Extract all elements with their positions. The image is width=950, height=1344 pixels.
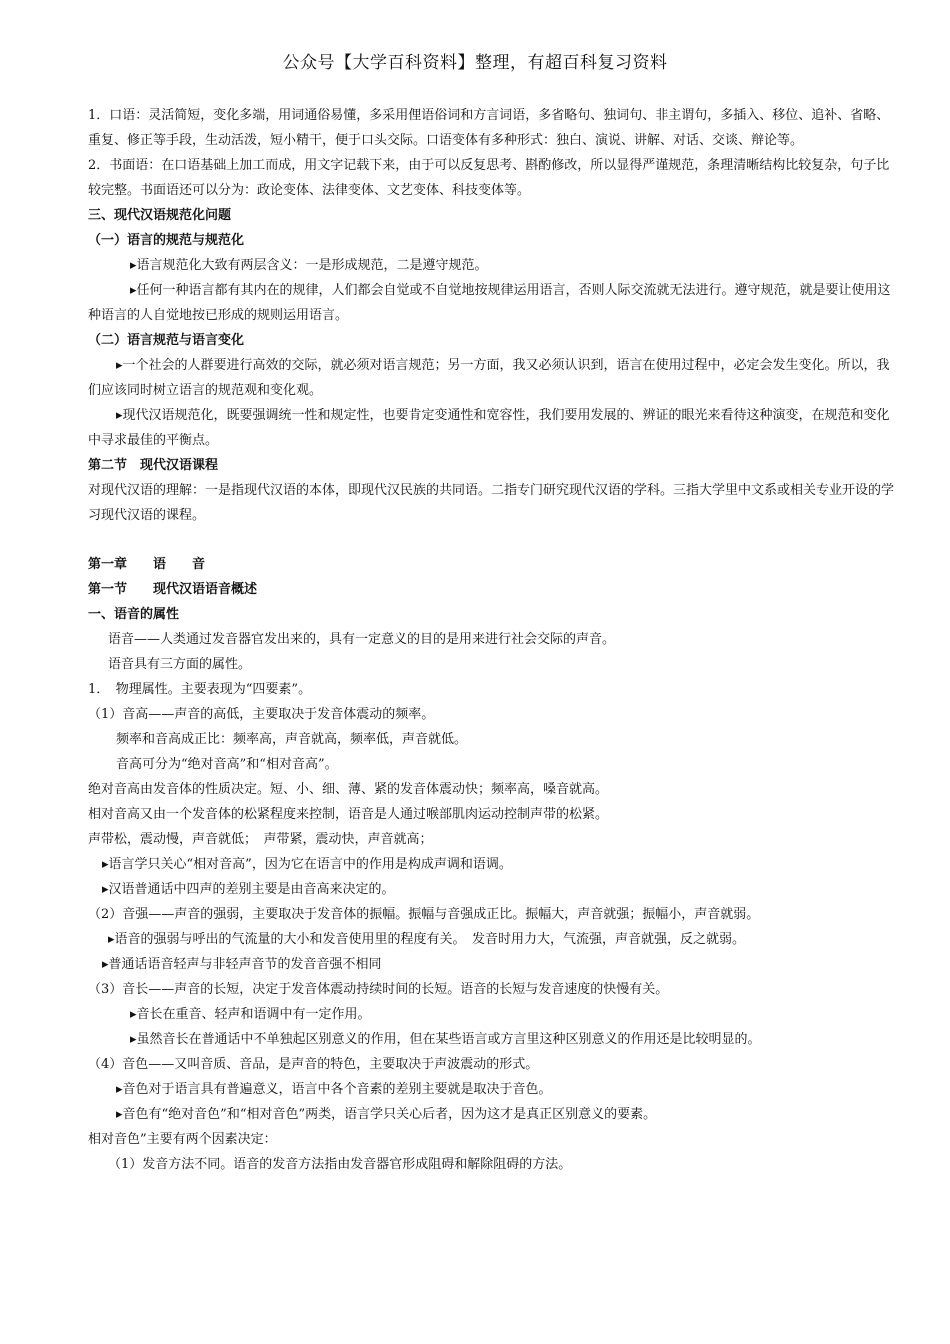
section-heading: 一、语音的属性 [88,607,180,622]
definition-line: 语音——人类通过发音器官发出来的，具有一定意义的目的是用来进行社会交际的声音。 [108,632,616,647]
text-line: 绝对音高由发音体的性质决定。短、小、细、薄、紧的发音体震动快；频率高，嗓音就高。 [88,782,609,797]
subsection-heading: （一）语言的规范与规范化 [88,233,245,248]
bullet-item: ▸音色对于语言具有普遍意义，语言中各个音素的差别主要就是取决于音色。 [116,1082,552,1097]
section-heading: 第一节 现代汉语语音概述 [88,582,258,597]
text-line: 语音具有三方面的属性。 [108,657,252,672]
paragraph-written-language: 2．书面语：在口语基础上加工而成，用文字记载下来，由于可以反复思考、斟酌修改，所以显得严谨规范，条理清晰结构比较复杂，句子比较完整。书面语还可以分为：政论变体、法律变体、文艺变体、科技变体等。 [88,158,890,198]
bullet-item: ▸音色有“绝对音色”和“相对音色”两类，语言学只关心后者，因为这才是真正区别意义的要素。 [116,1107,657,1122]
section-heading: 三、现代汉语规范化问题 [88,208,232,223]
section-heading: 第二节 现代汉语课程 [88,458,219,473]
paragraph-course: 对现代汉语的理解：一是指现代汉语的本体，即现代汉民族的共同语。二指专门研究现代汉语的学科。三指大学里中文系或相关专业开设的学习现代汉语的课程。 [88,483,895,523]
chapter-heading: 第一章 语 音 [88,557,206,572]
bullet-item: ▸汉语普通话中四声的差别主要是由音高来决定的。 [102,882,395,897]
bullet-item: ▸任何一种语言都有其内在的规律，人们都会自觉或不自觉地按规律运用语言，否则人际交流就无法进行。遵守规范，就是要让使用这种语言的人自觉地按已形成的规则运用语言。 [88,283,891,323]
item-intensity: （2）音强——声音的强弱，主要取决于发音体的振幅。振幅与音强成正比。振幅大，声音就强；振幅小，声音就弱。 [88,907,760,922]
bullet-item: ▸虽然音长在普通话中不单独起区别意义的作用，但在某些语言或方言里这种区别意义的作用还是比较明显的。 [130,1032,761,1047]
bullet-item: ▸现代汉语规范化，既要强调统一性和规定性，也要肯定变通性和宽容性，我们要用发展的、辨证的眼光来看待这种演变，在规范和变化中寻求最佳的平衡点。 [88,408,890,448]
text-line: 音高可分为“绝对音高”和“相对音高”。 [116,757,338,772]
bullet-item: ▸一个社会的人群要进行高效的交际，就必须对语言规范；另一方面，我又必须认识到，语言在使用过程中，必定会发生变化。所以，我们应该同时树立语言的规范观和变化观。 [88,358,890,398]
page-header: 公众号【大学百科资料】整理，有超百科复习资料 [282,53,668,73]
item-timbre: （4）音色——又叫音质、音品，是声音的特色，主要取决于声波震动的形式。 [88,1057,539,1072]
bullet-item: ▸语言规范化大致有两层含义：一是形成规范，二是遵守规范。 [130,258,488,273]
spacer [88,528,900,552]
text-line: （1）发音方法不同。语音的发音方法指由发音器官形成阻碍和解除阻碍的方法。 [108,1157,572,1172]
item-length: （3）音长——声音的长短，决定于发音体震动持续时间的长短。语音的长短与发音速度的快慢有关。 [88,982,669,997]
bullet-item: ▸普通话语音轻声与非轻声音节的发音音强不相同 [102,957,382,972]
document-body [88,103,900,1177]
bullet-item: ▸音长在重音、轻声和语调中有一定作用。 [130,1007,371,1022]
text-line: 相对音高又由一个发音体的松紧程度来控制，语音是人通过喉部肌肉运动控制声带的松紧。 [88,807,609,822]
subsection-heading: （二）语言规范与语言变化 [88,333,245,348]
bullet-item: ▸语言学只关心“相对音高”，因为它在语言中的作用是构成声调和语调。 [102,857,512,872]
text-line: 相对音色”主要有两个因素决定： [88,1132,277,1147]
bullet-item: ▸语音的强弱与呼出的气流量的大小和发音使用里的程度有关。 发音时用力大，气流强，声音就强，反之就弱。 [108,932,746,947]
text-line: 声带松，震动慢，声音就低； 声带紧，震动快，声音就高； [88,832,433,847]
item-pitch: （1）音高——声音的高低，主要取决于发音体震动的频率。 [88,707,435,722]
numbered-heading: 1． 物理属性。主要表现为“四要素”。 [88,682,312,697]
text-line: 频率和音高成正比：频率高，声音就高，频率低，声音就低。 [116,732,468,747]
paragraph-spoken-language: 1．口语：灵活简短，变化多端，用词通俗易懂，多采用俚语俗词和方言词语，多省略句、独词句、非主谓句，多插入、移位、追补、省略、重复、修正等手段，生动活泼，短小精干，便于口头交际。口语变体有多种形式：独白、演说、讲解、对话、交谈、辩论等。 [88,108,890,148]
